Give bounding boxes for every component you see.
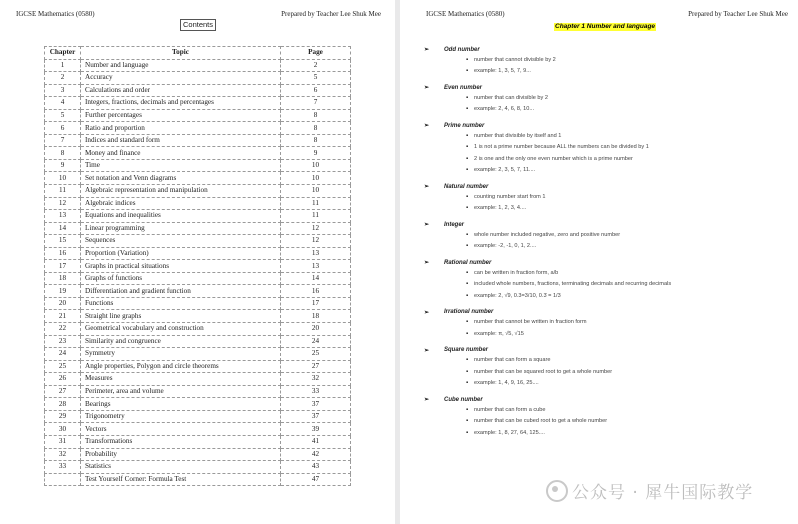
chapter-number-cell: 13 xyxy=(45,210,81,223)
topic-cell: Graphs of functions xyxy=(81,272,281,285)
chapter-number-cell: 26 xyxy=(45,373,81,386)
square-bullet-icon: ▪ xyxy=(466,281,469,288)
chapter-number-cell: 32 xyxy=(45,448,81,461)
chapter-number-cell: 19 xyxy=(45,285,81,298)
section-heading-text: Square number xyxy=(444,347,489,353)
note-section xyxy=(418,45,788,83)
square-bullet-icon: ▪ xyxy=(466,144,469,151)
table-row xyxy=(45,297,351,310)
note-section xyxy=(418,182,788,220)
topic-cell: Trigonometry xyxy=(81,410,281,423)
watermark-text: 公众号 · 犀牛国际教学 xyxy=(572,483,754,503)
table-row xyxy=(45,385,351,398)
bullet-point xyxy=(418,290,788,302)
chapter-number-cell: 7 xyxy=(45,134,81,147)
topic-cell: Equations and inequalities xyxy=(81,210,281,223)
page-number-cell: 17 xyxy=(281,297,351,310)
note-section xyxy=(418,83,788,121)
section-heading-text: Cube number xyxy=(444,396,483,403)
square-bullet-icon: ▪ xyxy=(466,167,469,174)
topic-cell: Transformations xyxy=(81,435,281,448)
bullet-point-text: example: 1, 2, 3, 4.... xyxy=(474,205,527,212)
chapter-number-cell: 20 xyxy=(45,297,81,310)
bullet-point xyxy=(418,66,788,78)
topic-cell: Measures xyxy=(81,373,281,386)
chapter-number-cell: 27 xyxy=(45,385,81,398)
bullet-point xyxy=(418,241,788,253)
bullet-point xyxy=(418,165,788,177)
square-bullet-icon: ▪ xyxy=(466,418,469,425)
topic-cell: Straight line graphs xyxy=(81,310,281,323)
arrow-bullet-icon: ➢ xyxy=(424,260,430,266)
topic-cell: Probability xyxy=(81,448,281,461)
bullet-point-text: example: 1, 4, 9, 16, 25.... xyxy=(474,380,539,387)
bullet-point-text: can be written in fraction form, a/b xyxy=(474,269,559,276)
page-number-cell: 8 xyxy=(281,134,351,147)
bullet-point-text: 1 is not a prime number because ALL the numbers can be divided by 1 xyxy=(474,144,649,151)
bullet-point-text: example: 1, 8, 27, 64, 125.... xyxy=(474,429,545,436)
table-row xyxy=(45,247,351,260)
bullet-point xyxy=(418,427,788,439)
bullet-point-text: 2 is one and the only one even number which is a prime number xyxy=(474,155,633,162)
section-heading xyxy=(418,220,788,229)
bullet-point xyxy=(418,279,788,291)
page-number-cell: 39 xyxy=(281,423,351,436)
section-heading xyxy=(418,346,788,355)
table-row xyxy=(45,435,351,448)
topic-cell: Ratio and proportion xyxy=(81,122,281,135)
bullet-point xyxy=(418,229,788,241)
page-number-cell: 24 xyxy=(281,335,351,348)
page-number-cell: 13 xyxy=(281,247,351,260)
page-number-cell: 14 xyxy=(281,272,351,285)
page-number-cell: 10 xyxy=(281,185,351,198)
chapter-number-cell: 28 xyxy=(45,398,81,411)
chapter-number-cell: 1 xyxy=(45,59,81,72)
bullet-point xyxy=(418,366,788,378)
bullet-point-text: example: 1, 3, 5, 7, 9... xyxy=(474,68,531,75)
page-number-cell: 33 xyxy=(281,385,351,398)
chapter-title: Chapter 1 Number and language xyxy=(555,23,656,30)
section-heading-text: Rational number xyxy=(444,259,492,266)
square-bullet-icon: ▪ xyxy=(466,155,469,162)
chapter-number-cell: 15 xyxy=(45,235,81,248)
section-heading xyxy=(418,121,788,130)
square-bullet-icon: ▪ xyxy=(466,68,469,75)
section-heading xyxy=(418,182,788,191)
chapter-number-cell: 31 xyxy=(45,435,81,448)
table-row xyxy=(45,461,351,474)
square-bullet-icon: ▪ xyxy=(466,269,469,276)
square-bullet-icon: ▪ xyxy=(466,406,469,413)
chapter-number-cell: 21 xyxy=(45,310,81,323)
page-number-cell: 37 xyxy=(281,398,351,411)
page-number-cell: 12 xyxy=(281,222,351,235)
page-number-cell: 11 xyxy=(281,197,351,210)
topic-cell: Algebraic representation and manipulation xyxy=(81,185,281,198)
square-bullet-icon: ▪ xyxy=(466,94,469,101)
page-header-left: IGCSE Mathematics (0580) xyxy=(16,10,95,18)
topic-cell: Bearings xyxy=(81,398,281,411)
page-number-cell: 37 xyxy=(281,410,351,423)
chapter-number-cell: 33 xyxy=(45,461,81,474)
chapter-number-cell: 8 xyxy=(45,147,81,160)
page-number-cell: 5 xyxy=(281,72,351,85)
chapter-number-cell xyxy=(45,473,81,486)
chapter-number-cell: 24 xyxy=(45,348,81,361)
topic-cell: Statistics xyxy=(81,461,281,474)
page-number-cell: 27 xyxy=(281,360,351,373)
table-row xyxy=(45,260,351,273)
page-number-cell: 11 xyxy=(281,210,351,223)
table-row xyxy=(45,335,351,348)
bullet-point-text: number that divisible by itself and 1 xyxy=(474,132,562,139)
chapter-number-cell: 3 xyxy=(45,84,81,97)
chapter-number-cell: 29 xyxy=(45,410,81,423)
page-number-cell: 42 xyxy=(281,448,351,461)
square-bullet-icon: ▪ xyxy=(466,231,469,238)
page-number-cell: 10 xyxy=(281,159,351,172)
note-section xyxy=(418,121,788,182)
bullet-point xyxy=(418,142,788,154)
bullet-point xyxy=(418,317,788,329)
topic-cell: Algebraic indices xyxy=(81,197,281,210)
section-heading xyxy=(418,258,788,267)
topic-cell: Functions xyxy=(81,297,281,310)
table-row xyxy=(45,373,351,386)
table-row xyxy=(45,109,351,122)
note-section xyxy=(418,308,788,346)
table-row xyxy=(45,423,351,436)
topic-cell: Money and finance xyxy=(81,147,281,160)
section-heading-text: Natural number xyxy=(444,183,489,190)
bullet-point xyxy=(418,92,788,104)
table-row xyxy=(45,159,351,172)
topic-cell: Indices and standard form xyxy=(81,134,281,147)
square-bullet-icon: ▪ xyxy=(466,193,469,200)
table-row xyxy=(45,134,351,147)
bullet-point-text: number that cannot divisible by 2 xyxy=(474,56,556,63)
page-header-right: Prepared by Teacher Lee Shuk Mee xyxy=(281,10,381,18)
bullet-point-text: example: -2, -1, 0, 1, 2.... xyxy=(474,243,537,250)
bullet-point-text: counting number start from 1 xyxy=(474,193,546,200)
topic-cell: Calculations and order xyxy=(81,84,281,97)
section-heading xyxy=(418,45,788,54)
page-header-right: Prepared by Teacher Lee Shuk Mee xyxy=(688,10,788,18)
topic-cell: Integers, fractions, decimals and percentages xyxy=(81,97,281,110)
table-row xyxy=(45,97,351,110)
topic-cell: Symmetry xyxy=(81,348,281,361)
table-row xyxy=(45,410,351,423)
topic-cell: Test Yourself Corner: Formula Test xyxy=(81,473,281,486)
table-header-row xyxy=(45,47,351,60)
bullet-point xyxy=(418,153,788,165)
page-number-cell: 9 xyxy=(281,147,351,160)
topic-cell: Time xyxy=(81,159,281,172)
topic-cell: Number and language xyxy=(81,59,281,72)
square-bullet-icon: ▪ xyxy=(466,243,469,250)
topic-cell: Accuracy xyxy=(81,72,281,85)
topic-cell: Differentiation and gradient function xyxy=(81,285,281,298)
wechat-logo-icon xyxy=(546,480,568,502)
square-bullet-icon: ▪ xyxy=(466,380,469,387)
arrow-bullet-icon: ➢ xyxy=(424,309,430,316)
bullet-point-text: example: 2, 4, 6, 8, 10... xyxy=(474,106,535,113)
chapter-number-cell: 30 xyxy=(45,423,81,436)
square-bullet-icon: ▪ xyxy=(466,205,469,212)
bullet-point-text: whole number included negative, zero and positive number xyxy=(474,231,621,238)
arrow-bullet-icon: ➢ xyxy=(424,123,430,129)
column-header-topic: Topic xyxy=(81,47,281,60)
table-row xyxy=(45,235,351,248)
page-number-cell: 16 xyxy=(281,285,351,298)
table-row xyxy=(45,172,351,185)
table-row xyxy=(45,147,351,160)
contents-table xyxy=(44,46,351,486)
square-bullet-icon: ▪ xyxy=(466,106,469,113)
bullet-point xyxy=(418,54,788,66)
page-number-cell: 8 xyxy=(281,109,351,122)
bullet-point xyxy=(418,355,788,367)
square-bullet-icon: ▪ xyxy=(466,132,469,139)
bullet-point xyxy=(418,404,788,416)
topic-cell: Proportion (Variation) xyxy=(81,247,281,260)
table-row xyxy=(45,197,351,210)
arrow-bullet-icon: ➢ xyxy=(424,85,430,91)
square-bullet-icon: ▪ xyxy=(466,330,469,337)
table-row xyxy=(45,360,351,373)
topic-cell: Linear programming xyxy=(81,222,281,235)
section-heading xyxy=(418,395,788,404)
section-heading-text: Prime number xyxy=(444,122,485,129)
topic-cell: Perimeter, area and volume xyxy=(81,385,281,398)
section-heading-text: Even number xyxy=(444,84,483,91)
table-row xyxy=(45,59,351,72)
page-number-cell: 47 xyxy=(281,473,351,486)
chapter-notes-page xyxy=(400,0,798,524)
topic-cell: Further percentages xyxy=(81,109,281,122)
note-section xyxy=(418,220,788,258)
table-row xyxy=(45,448,351,461)
chapter-number-cell: 2 xyxy=(45,72,81,85)
chapter-number-cell: 12 xyxy=(45,197,81,210)
bullet-point xyxy=(418,378,788,390)
chapter-number-cell: 23 xyxy=(45,335,81,348)
page-header-left: IGCSE Mathematics (0580) xyxy=(426,10,505,18)
note-section xyxy=(418,346,788,396)
page-number-cell: 18 xyxy=(281,310,351,323)
square-bullet-icon: ▪ xyxy=(466,357,469,364)
table-row xyxy=(45,310,351,323)
bullet-point xyxy=(418,130,788,142)
chapter-number-cell: 11 xyxy=(45,185,81,198)
topic-cell: Angle properties, Polygon and circle theorems xyxy=(81,360,281,373)
bullet-point xyxy=(418,328,788,340)
table-row xyxy=(45,272,351,285)
table-row xyxy=(45,210,351,223)
arrow-bullet-icon: ➢ xyxy=(424,397,430,403)
chapter-number-cell: 18 xyxy=(45,272,81,285)
watermark xyxy=(546,478,753,503)
chapter-number-cell: 22 xyxy=(45,323,81,336)
chapter-number-cell: 9 xyxy=(45,159,81,172)
chapter-number-cell: 6 xyxy=(45,122,81,135)
chapter-number-cell: 4 xyxy=(45,97,81,110)
section-heading-text: Irrational number xyxy=(444,309,494,315)
chapter-number-cell: 16 xyxy=(45,247,81,260)
page-number-cell: 13 xyxy=(281,260,351,273)
table-row xyxy=(45,84,351,97)
chapter-number-cell: 10 xyxy=(45,172,81,185)
bullet-point-text: number that can form a cube xyxy=(474,406,546,413)
bullet-point-text: number that can form a square xyxy=(474,357,551,364)
column-header-page: Page xyxy=(281,47,351,60)
arrow-bullet-icon: ➢ xyxy=(424,347,430,354)
page-number-cell: 43 xyxy=(281,461,351,474)
bullet-point-text: number that can be cubed root to get a whole number xyxy=(474,418,608,425)
bullet-point xyxy=(418,191,788,203)
topic-cell: Sequences xyxy=(81,235,281,248)
page-number-cell: 20 xyxy=(281,323,351,336)
table-row xyxy=(45,122,351,135)
square-bullet-icon: ▪ xyxy=(466,56,469,63)
table-row xyxy=(45,72,351,85)
bullet-point-text: included whole numbers, fractions, terminating decimals and recurring decimals xyxy=(474,281,672,288)
page-number-cell: 10 xyxy=(281,172,351,185)
table-row xyxy=(45,222,351,235)
bullet-point xyxy=(418,416,788,428)
table-row xyxy=(45,323,351,336)
square-bullet-icon: ▪ xyxy=(466,292,469,299)
note-section xyxy=(418,395,788,445)
bullet-point-text: example: 2, 3, 5, 7, 11.... xyxy=(474,167,536,174)
contents-page xyxy=(0,0,395,524)
page-number-cell: 12 xyxy=(281,235,351,248)
bullet-point-text: example: π, √5, √15 xyxy=(474,330,524,337)
chapter-number-cell: 25 xyxy=(45,360,81,373)
square-bullet-icon: ▪ xyxy=(466,319,469,326)
bullet-point xyxy=(418,104,788,116)
bullet-point xyxy=(418,203,788,215)
page-number-cell: 32 xyxy=(281,373,351,386)
notes-list xyxy=(418,45,788,445)
table-row xyxy=(45,348,351,361)
topic-cell: Set notation and Venn diagrams xyxy=(81,172,281,185)
table-row xyxy=(45,185,351,198)
bullet-point xyxy=(418,267,788,279)
arrow-bullet-icon: ➢ xyxy=(424,184,430,190)
topic-cell: Graphs in practical situations xyxy=(81,260,281,273)
chapter-number-cell: 5 xyxy=(45,109,81,122)
page-number-cell: 41 xyxy=(281,435,351,448)
page-number-cell: 8 xyxy=(281,122,351,135)
table-row xyxy=(45,398,351,411)
square-bullet-icon: ▪ xyxy=(466,429,469,436)
contents-title: Contents xyxy=(180,19,216,31)
chapter-number-cell: 14 xyxy=(45,222,81,235)
bullet-point-text: number that cannot be written in fraction form xyxy=(474,319,587,326)
section-heading-text: Integer xyxy=(444,221,465,228)
page-number-cell: 7 xyxy=(281,97,351,110)
section-heading xyxy=(418,83,788,92)
bullet-point-text: number that can be squared root to get a whole number xyxy=(474,368,613,375)
table-row xyxy=(45,285,351,298)
topic-cell: Vectors xyxy=(81,423,281,436)
page-number-cell: 2 xyxy=(281,59,351,72)
chapter-number-cell: 17 xyxy=(45,260,81,273)
bullet-point-text: example: 2, √9, 0.3=3/10, 0.3̇ = 1/3 xyxy=(474,292,561,299)
bullet-point-text: number that can divisible by 2 xyxy=(474,94,549,101)
note-section xyxy=(418,258,788,308)
topic-cell: Geometrical vocabulary and construction xyxy=(81,323,281,336)
section-heading-text: Odd number xyxy=(444,46,480,53)
column-header-chapter: Chapter xyxy=(45,47,81,60)
square-bullet-icon: ▪ xyxy=(466,368,469,375)
table-row xyxy=(45,473,351,486)
page-number-cell: 25 xyxy=(281,348,351,361)
arrow-bullet-icon: ➢ xyxy=(424,222,430,228)
arrow-bullet-icon: ➢ xyxy=(424,47,430,53)
page-number-cell: 6 xyxy=(281,84,351,97)
section-heading xyxy=(418,308,788,317)
topic-cell: Similarity and congruence xyxy=(81,335,281,348)
